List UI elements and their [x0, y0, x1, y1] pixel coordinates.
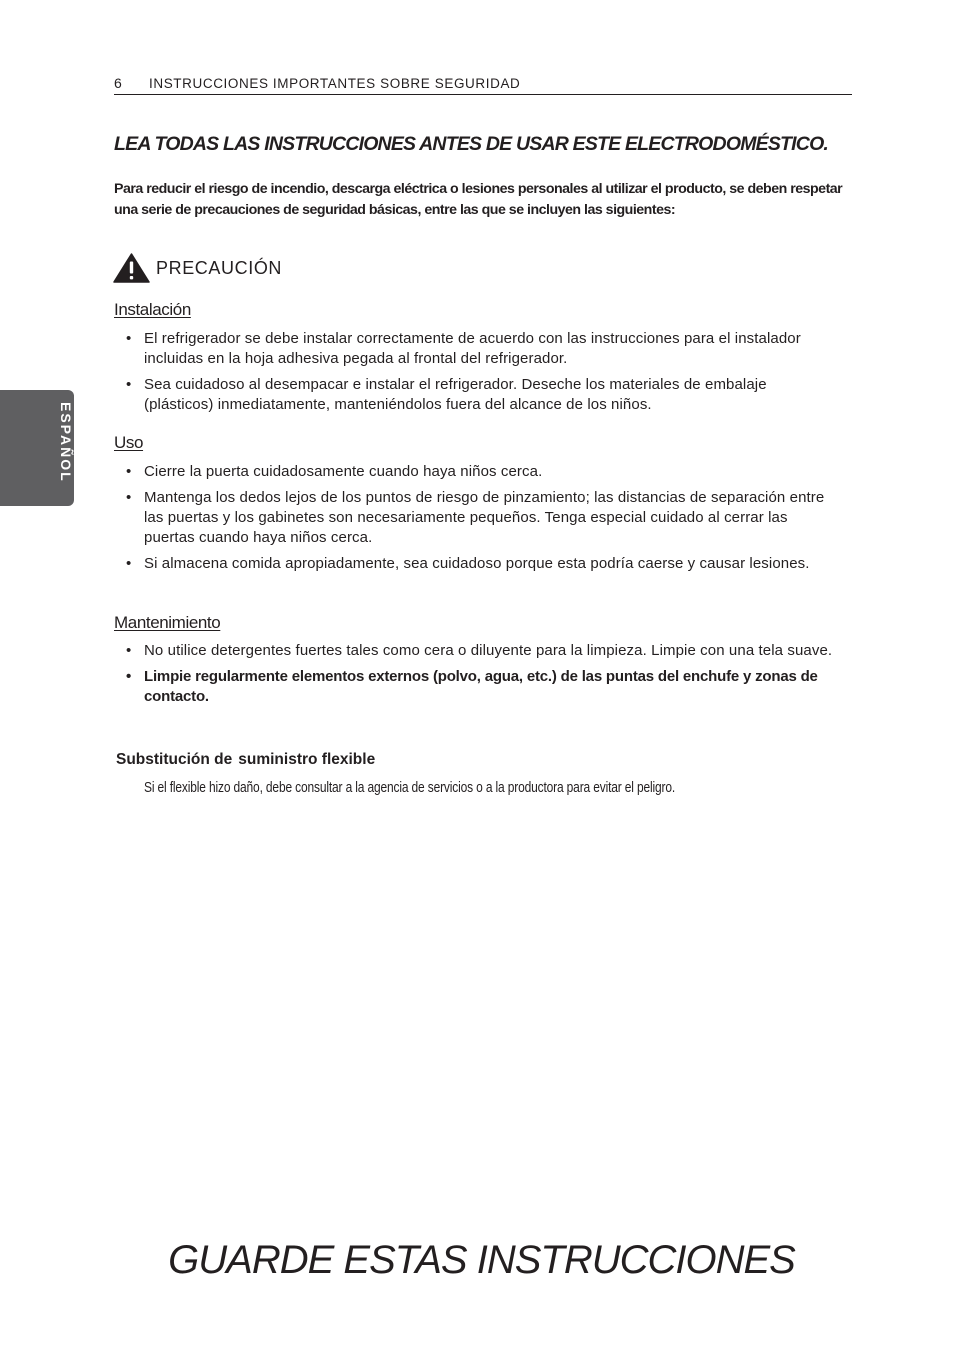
list-item: • No utilice detergentes fuertes tales como cera o diluyente para la limpieza. Limpie con una tela suave. — [114, 641, 834, 661]
instalacion-list — [114, 329, 834, 421]
list-item: • Cierre la puerta cuidadosamente cuando haya niños cerca. — [114, 462, 834, 482]
list-item: • Sea cuidadoso al desempacar e instalar el refrigerador. Deseche los materiales de embalaje (plásticos) inmediatamente, manteniéndolos fuera del alcance de los niños. — [114, 375, 834, 415]
substitucion-heading-part2: suministro flexible — [238, 751, 376, 768]
section-heading-substitucion — [116, 751, 375, 769]
list-item: • Limpie regularmente elementos externos (polvo, agua, etc.) de las puntas del enchufe y zonas de contacto. — [114, 667, 834, 707]
lead-title: LEA TODAS LAS INSTRUCCIONES ANTES DE USAR ESTE ELECTRODOMÉSTICO. — [114, 133, 829, 155]
section-heading-mantenimiento: Mantenimiento — [114, 613, 221, 632]
section-heading-instalacion: Instalación — [114, 300, 191, 319]
mantenimiento-list — [114, 641, 834, 713]
language-side-tab-label: ESPAÑOL — [58, 402, 74, 483]
substitucion-heading-part1: Substitución de — [116, 751, 233, 768]
substitucion-body: Si el flexible hizo daño, debe consultar a la agencia de servicios o a la productora para evitar el peligro. — [144, 779, 676, 796]
list-item: • El refrigerador se debe instalar correctamente de acuerdo con las instrucciones para el instalador incluidas en la hoja adhesiva pegada al frontal del refrigerador. — [114, 329, 834, 369]
uso-list — [114, 462, 834, 580]
section-heading-uso: Uso — [114, 433, 144, 452]
caution-label: PRECAUCIÓN — [156, 258, 283, 278]
list-item: • Mantenga los dedos lejos de los puntos de riesgo de pinzamiento; las distancias de separación entre las puertas y los gabinetes son necesariamente pequeños. Tenga especial cuidado al cerrar las puertas cuando haya niños cerca. — [114, 488, 834, 548]
page-number: 6 — [114, 75, 123, 91]
list-item: • Si almacena comida apropiadamente, sea cuidadoso porque esta podría caerse y causar lesiones. — [114, 554, 834, 574]
intro-paragraph: Para reducir el riesgo de incendio, descarga eléctrica o lesiones personales al utilizar el producto, se deben respetar una serie de precauciones de seguridad básicas, entre las que se incluyen las siguientes: — [114, 181, 843, 218]
warning-triangle-icon — [113, 253, 150, 283]
page-header — [114, 74, 852, 95]
header-title: INSTRUCCIONES IMPORTANTES SOBRE SEGURIDAD — [149, 76, 521, 91]
footer-title: GUARDE ESTAS INSTRUCCIONES — [168, 1238, 795, 1282]
